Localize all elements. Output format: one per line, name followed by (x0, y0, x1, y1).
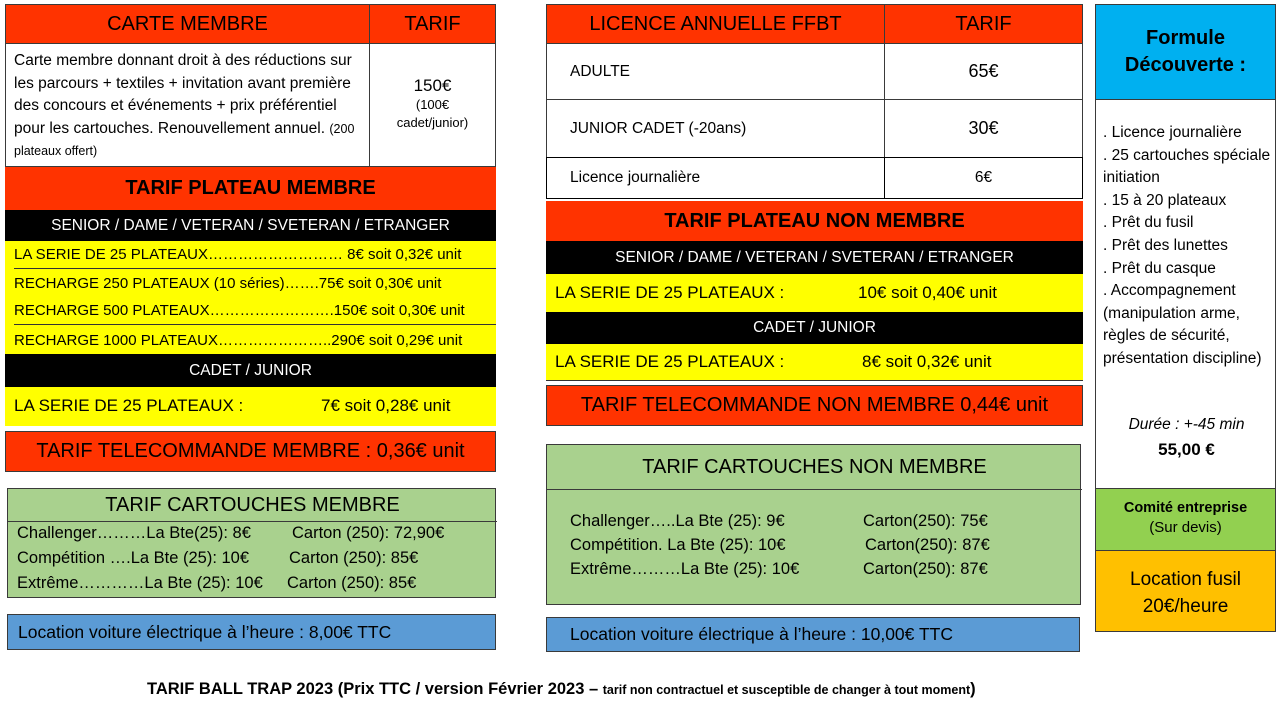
plateau-non-membre-category-senior: SENIOR / DAME / VETERAN / SVETERAN / ETRANGER (546, 241, 1083, 274)
senior-price: 10€ soit 0,40€ unit (858, 283, 997, 302)
cartouche-row-left: Challenger………La Bte(25): 8€ (17, 524, 251, 542)
plateau-membre-title: TARIF PLATEAU MEMBRE (5, 167, 496, 210)
plateau-membre-category-junior: CADET / JUNIOR (5, 354, 496, 387)
cartouche-row-right: Carton(250): 87€ (865, 536, 990, 554)
footer-close: ) (970, 680, 976, 698)
decouverte-item: . Licence journalière (1103, 124, 1242, 141)
decouverte-item: . Prêt du casque (1103, 259, 1216, 277)
cartouches-membre-title: TARIF CARTOUCHES MEMBRE (8, 489, 497, 522)
decouverte-title: Formule Découverte : (1095, 4, 1276, 100)
cartouche-row-right: Carton(250): 75€ (863, 512, 988, 530)
licence-tarif-header: TARIF (884, 4, 1083, 44)
footer-small: tarif non contractuel et susceptible de changer à tout moment (602, 683, 971, 697)
decouverte-item: . Prêt du fusil (1103, 214, 1194, 232)
decouverte-list (1103, 122, 1273, 371)
voiture-membre: Location voiture électrique à l’heure : 8,00€ TTC (7, 614, 496, 650)
plateau-non-membre-category-junior: CADET / JUNIOR (546, 312, 1083, 344)
licence-row-price: 6€ (884, 157, 1083, 199)
decouverte-duree: Durée : +-45 min (1128, 416, 1245, 433)
carte-desc-small: (200 plateaux offert) (14, 121, 355, 158)
cartouches-non-membre-title: TARIF CARTOUCHES NON MEMBRE (547, 445, 1082, 490)
cartouche-row-right: Carton (250): 85€ (289, 549, 419, 567)
carte-desc-text: Carte membre donnant droit à des réductions sur les parcours + textiles + invitation avant première des concours et événements + prix préférentiel pour les cartouches. Renouvellement annuel. (14, 52, 352, 137)
carte-membre-description (5, 43, 370, 167)
cartouche-row-left: Compétition ….La Bte (25): 10€ (17, 549, 250, 567)
junior-label: LA SERIE DE 25 PLATEAUX : (14, 396, 244, 415)
carte-membre-header: CARTE MEMBRE (5, 4, 370, 44)
junior-price: 7€ soit 0,28€ unit (321, 396, 451, 415)
junior-label: LA SERIE DE 25 PLATEAUX : (555, 352, 785, 371)
licence-row-label: ADULTE (546, 43, 885, 100)
senior-label: LA SERIE DE 25 PLATEAUX : (555, 283, 785, 302)
location-fusil-line1: Location fusil (1130, 569, 1241, 590)
location-fusil-box (1095, 550, 1276, 632)
carte-price-note: (100€ cadet/junior) (396, 97, 469, 130)
licence-row-price: 30€ (884, 99, 1083, 158)
cartouche-row-left: Compétition. La Bte (25): 10€ (570, 536, 786, 554)
cartouche-row-left: Extrême………La Bte (25): 10€ (570, 560, 800, 578)
cartouche-row-left: Extrême…………La Bte (25): 10€ (17, 574, 263, 592)
plateau-row: RECHARGE 500 PLATEAUX…………………….150€ soit 0,30€ unit (14, 297, 496, 325)
decouverte-item: . Prêt des lunettes (1103, 236, 1228, 254)
cartouche-row-right: Carton (250): 85€ (287, 574, 417, 592)
plateau-row: RECHARGE 1000 PLATEAUX…………………..290€ soit 0,29€ unit (14, 331, 463, 349)
cartouche-row-right: Carton (250): 72,90€ (292, 524, 445, 542)
plateau-row: RECHARGE 250 PLATEAUX (10 séries)…….75€ soit 0,30€ unit (14, 274, 442, 292)
plateau-row: LA SERIE DE 25 PLATEAUX……………………… 8€ soit 0,32€ unit (14, 241, 496, 269)
plateau-membre-category-senior: SENIOR / DAME / VETERAN / SVETERAN / ETRANGER (5, 210, 496, 241)
cartouche-row-left: Challenger…..La Bte (25): 9€ (570, 512, 785, 530)
licence-row-label: JUNIOR CADET (-20ans) (546, 99, 885, 158)
carte-tarif-header: TARIF (369, 4, 496, 44)
plateau-non-membre-junior-row (546, 344, 1083, 381)
licence-header: LICENCE ANNUELLE FFBT (546, 4, 885, 44)
decouverte-price: 55,00 € (1158, 440, 1215, 459)
junior-price: 8€ soit 0,32€ unit (862, 352, 992, 371)
decouverte-item: . 15 à 20 plateaux (1103, 191, 1227, 209)
telecommande-non-membre: TARIF TELECOMMANDE NON MEMBRE 0,44€ unit (546, 385, 1083, 426)
carte-price: 150€ (413, 76, 452, 95)
cartouches-membre-box (7, 488, 496, 598)
footer (147, 680, 976, 699)
decouverte-item: . Accompagnement (manipulation arme, règles de sécurité, présentation discipline) (1103, 282, 1262, 367)
comite-title: Comité entreprise (1123, 500, 1248, 516)
plateau-non-membre-title: TARIF PLATEAU NON MEMBRE (546, 201, 1083, 241)
telecommande-membre: TARIF TELECOMMANDE MEMBRE : 0,36€ unit (5, 431, 496, 472)
cartouche-row-right: Carton(250): 87€ (863, 560, 988, 578)
voiture-non-membre: Location voiture électrique à l’heure : 10,00€ TTC (546, 617, 1080, 652)
licence-row-label: Licence journalière (546, 157, 885, 199)
footer-main: TARIF BALL TRAP 2023 (Prix TTC / version Février 2023 – (147, 680, 603, 698)
cartouches-non-membre-box (546, 444, 1081, 605)
plateau-membre-junior-row (5, 387, 496, 426)
carte-price-cell (369, 43, 496, 167)
plateau-membre-rows (5, 241, 496, 354)
decouverte-item: . 25 cartouches spéciale initiation (1103, 146, 1271, 187)
decouverte-body (1095, 99, 1276, 489)
location-fusil-line2: 20€/heure (1142, 596, 1229, 617)
comite-note: (Sur devis) (1149, 519, 1222, 536)
plateau-non-membre-senior-row (546, 274, 1083, 312)
comite-box (1095, 488, 1276, 551)
licence-row-price: 65€ (884, 43, 1083, 100)
